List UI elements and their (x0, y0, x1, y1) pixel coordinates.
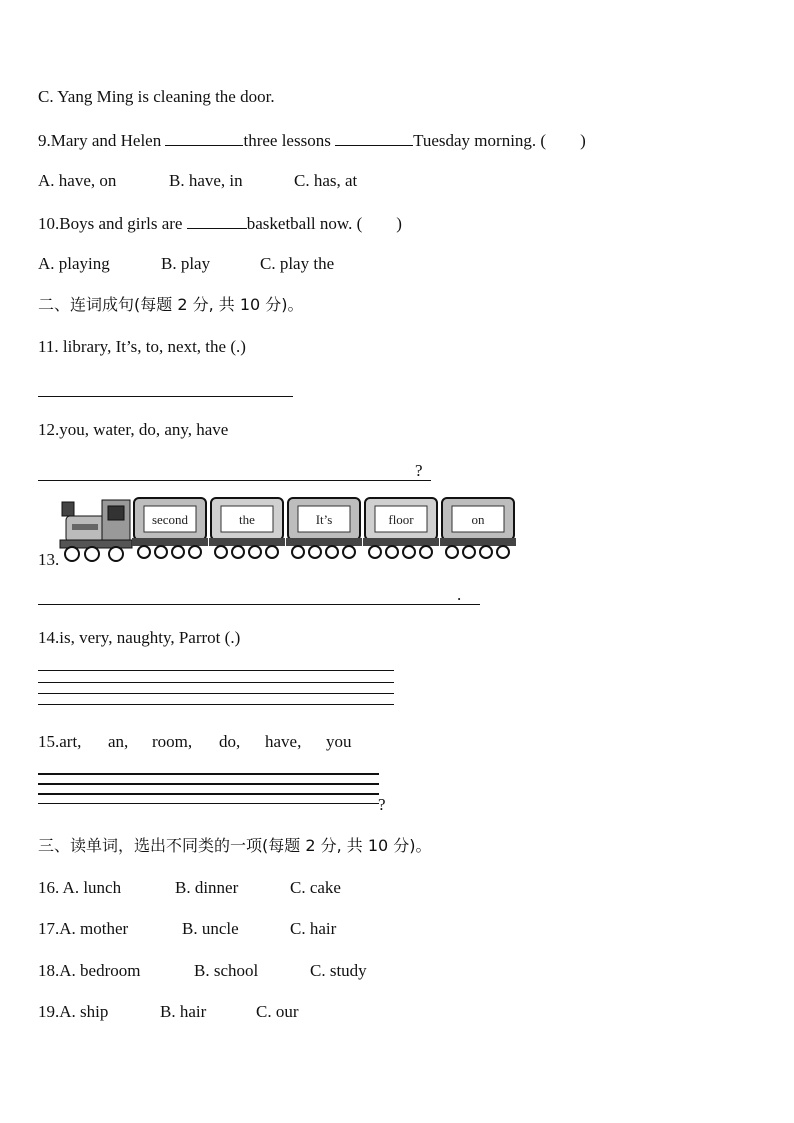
question-11: 11. library, It’s, to, next, the (.) (38, 337, 246, 356)
wagon-wheel-icon (172, 546, 184, 558)
q9-text-3: Tuesday morning. (413, 131, 537, 150)
q14-line-3[interactable] (38, 693, 394, 694)
q15-word-4: do, (219, 732, 241, 751)
train-picture (58, 494, 520, 566)
q10-option-a: A. playing (38, 254, 110, 273)
q10-text-2: basketball now. (246, 214, 353, 233)
q15-word-3: room, (152, 732, 193, 751)
wagon-wheel-icon (343, 546, 355, 558)
wagon-wheel-icon (480, 546, 492, 558)
wagon-wheel-icon (446, 546, 458, 558)
train-wagon-4 (363, 498, 439, 558)
train-wagon-1 (132, 498, 208, 558)
q15-word-2: an, (108, 732, 129, 751)
q18-option-c: C. study (310, 961, 367, 980)
q8-option-c: C. Yang Ming is cleaning the door. (38, 87, 275, 106)
q18-option-a: 18.A. bedroom (38, 961, 141, 980)
question-10 (38, 212, 402, 234)
q9-text-1: Mary and Helen (50, 131, 166, 150)
wagon-wheel-icon (403, 546, 415, 558)
wagon-wheel-icon (326, 546, 338, 558)
q19-option-c: C. our (256, 1002, 299, 1021)
q15-word-1: 15.art, (38, 732, 82, 751)
wagon-wheel-icon (420, 546, 432, 558)
q10-blank[interactable] (187, 212, 247, 229)
q15-line-2[interactable] (38, 783, 379, 785)
q16-option-a: 16. A. lunch (38, 878, 122, 897)
wagon-wheel-icon (138, 546, 150, 558)
q16-option-c: C. cake (290, 878, 341, 897)
q12-answer-line[interactable] (38, 480, 431, 481)
q9-paren-open: ( (540, 131, 547, 150)
q15-line-3[interactable] (38, 793, 379, 795)
train-word-3: It’s (315, 512, 333, 527)
q15-line-1[interactable] (38, 773, 379, 775)
wagon-wheel-icon (249, 546, 261, 558)
section-3-heading: 三、读单词，选出不同类的一项(每题 2 分, 共 10 分)。 (38, 836, 432, 855)
q17-option-c: C. hair (290, 919, 337, 938)
q16-option-b: B. dinner (175, 878, 239, 897)
q9-paren-close: ) (580, 131, 586, 150)
wagon-wheel-icon (309, 546, 321, 558)
section-2-heading: 二、连词成句(每题 2 分, 共 10 分)。 (38, 295, 304, 314)
q10-paren-open: ( (356, 214, 363, 233)
q14-line-1[interactable] (38, 670, 394, 671)
q10-number: 10. (38, 214, 60, 233)
q9-text-2: three lessons (243, 131, 336, 150)
q9-option-b: B. have, in (169, 171, 243, 190)
q10-option-c: C. play the (260, 254, 335, 273)
q14-line-2[interactable] (38, 682, 394, 683)
wagon-wheel-icon (215, 546, 227, 558)
q17-option-a: 17.A. mother (38, 919, 129, 938)
q10-option-b: B. play (161, 254, 211, 273)
q15-word-6: you (326, 732, 352, 751)
train-word-5: on (471, 512, 485, 527)
q13-answer-line[interactable] (38, 604, 480, 605)
wagon-wheel-icon (189, 546, 201, 558)
q9-number: 9. (38, 131, 51, 150)
q9-option-a: A. have, on (38, 171, 117, 190)
q15-line-4[interactable] (38, 803, 379, 804)
train-wagon-5 (440, 498, 516, 558)
train-wagon-2 (209, 498, 285, 558)
question-12: 12.you, water, do, any, have (38, 420, 229, 439)
wagon-wheel-icon (155, 546, 167, 558)
q15-word-5: have, (265, 732, 302, 751)
question-14: 14.is, very, naughty, Parrot (.) (38, 628, 241, 647)
wagon-wheel-icon (369, 546, 381, 558)
q10-paren-close: ) (396, 214, 402, 233)
q13-number: 13. (38, 550, 60, 569)
train-wagon-3 (286, 498, 362, 558)
q11-answer-line[interactable] (38, 396, 293, 397)
q15-question-mark: ? (378, 795, 386, 814)
q19-option-b: B. hair (160, 1002, 207, 1021)
q9-option-c: C. has, at (294, 171, 358, 190)
q9-blank-2[interactable] (335, 129, 413, 146)
q12-question-mark: ? (415, 461, 423, 480)
wagon-wheel-icon (386, 546, 398, 558)
wagon-wheel-icon (463, 546, 475, 558)
locomotive-icon (60, 500, 132, 561)
train-word-2: the (239, 512, 255, 527)
wagon-wheel-icon (292, 546, 304, 558)
question-9 (38, 129, 586, 151)
q13-period: . (457, 585, 462, 604)
q17-option-b: B. uncle (182, 919, 239, 938)
train-word-4: floor (388, 512, 414, 527)
wagon-wheel-icon (266, 546, 278, 558)
wagon-wheel-icon (232, 546, 244, 558)
train-word-1: second (151, 512, 189, 527)
wagon-wheel-icon (497, 546, 509, 558)
q10-text-1: Boys and girls are (59, 214, 187, 233)
q9-blank-1[interactable] (165, 129, 243, 146)
q14-line-4[interactable] (38, 704, 394, 705)
q18-option-b: B. school (194, 961, 259, 980)
q19-option-a: 19.A. ship (38, 1002, 109, 1021)
